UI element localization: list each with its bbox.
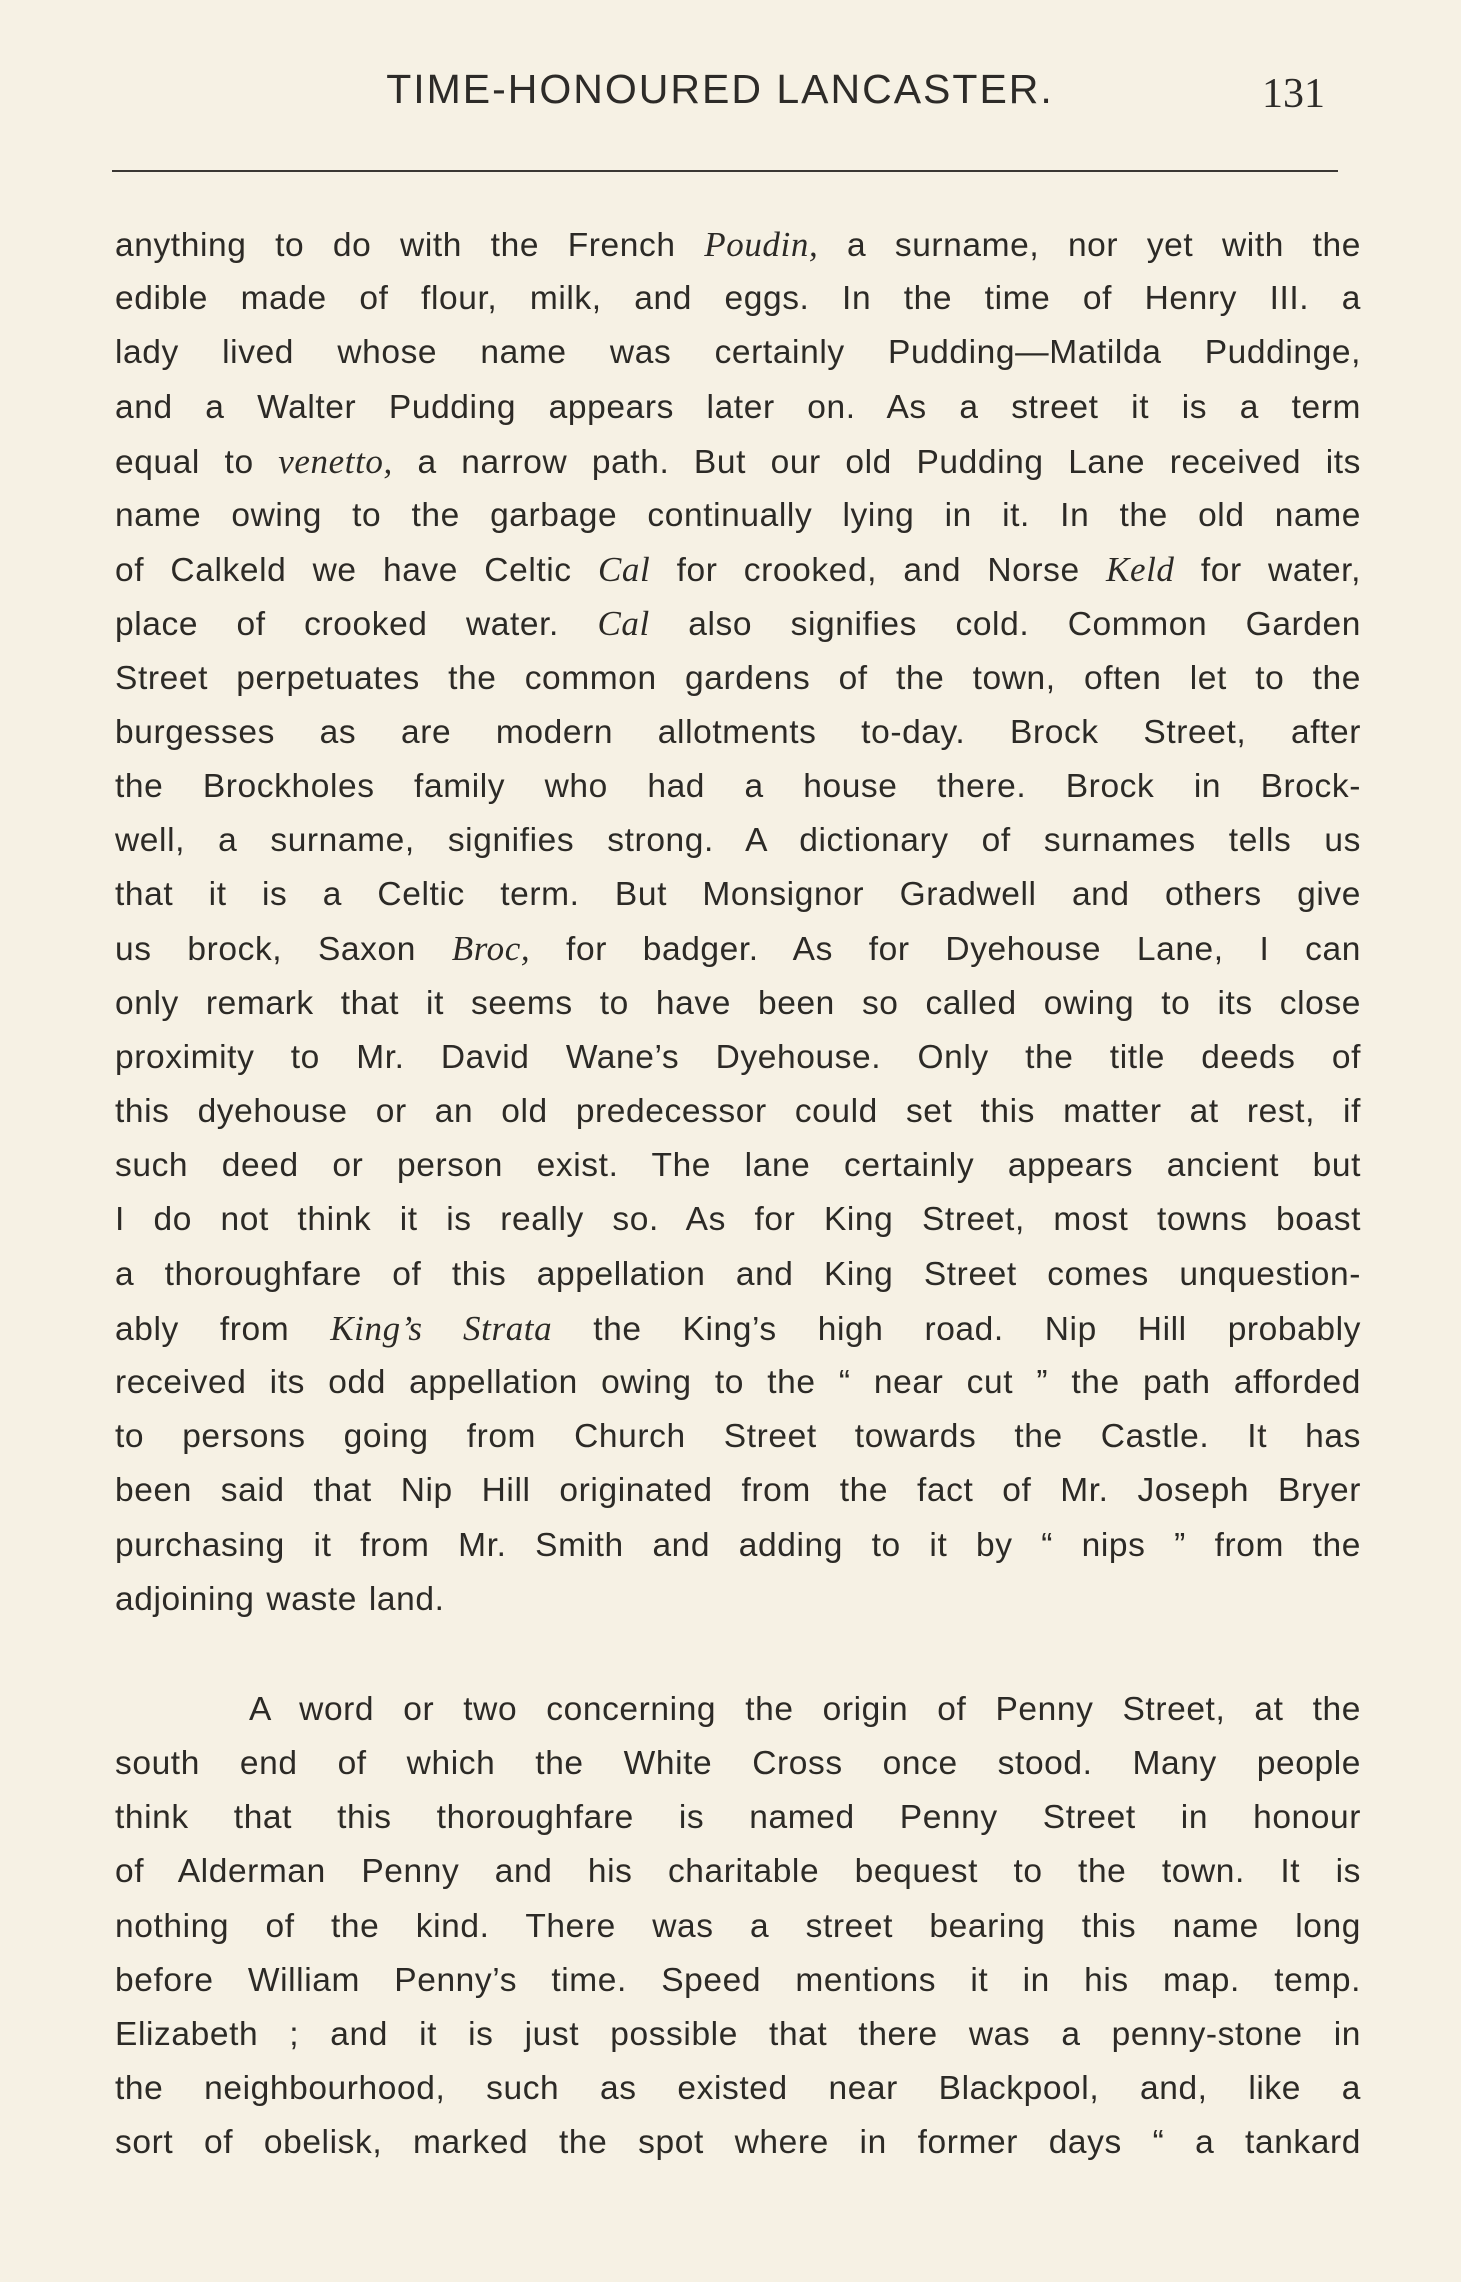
text-line xyxy=(115,1464,1361,1518)
text-segment: the Brockholes family who had a house there. Brock in Brock- xyxy=(115,767,1361,805)
text-segment: Elizabeth ; and it is just possible that there was a penny-stone in xyxy=(115,2016,1361,2053)
text-segment: to persons going from Church Street towards the Castle. It has xyxy=(115,1418,1361,1456)
text-segment: a surname, nor yet with the xyxy=(818,227,1361,264)
text-line xyxy=(115,814,1361,868)
text-line xyxy=(115,706,1361,760)
text-segment: of Alderman Penny and his charitable bequest to the town. It is xyxy=(115,1853,1361,1891)
text-line xyxy=(115,1954,1361,2008)
paragraph xyxy=(115,218,1361,1627)
text-segment: only remark that it seems to have been so called owing to its close xyxy=(115,984,1361,1022)
page-number: 131 xyxy=(1262,71,1325,117)
text-segment: also signifies cold. Common Garden xyxy=(649,606,1361,644)
text-line xyxy=(115,272,1361,326)
text-line xyxy=(115,1193,1361,1247)
text-line xyxy=(115,1737,1361,1791)
running-header xyxy=(0,62,1461,122)
text-segment: a narrow path. But our old Pudding Lane received its xyxy=(392,443,1361,481)
text-segment: for crooked, and Norse xyxy=(650,552,1107,590)
text-line xyxy=(115,489,1361,543)
text-segment: purchasing it from Mr. Smith and adding to it by “ nips ” from the xyxy=(115,1526,1361,1564)
text-segment: such deed or person exist. The lane certainly appears ancient but xyxy=(115,1147,1361,1185)
text-segment: ably from xyxy=(115,1310,331,1348)
text-segment: the neighbourhood, such as existed near Blackpool, and, like a xyxy=(115,2070,1361,2108)
text-segment: the King’s high road. Nip Hill probably xyxy=(552,1310,1361,1348)
text-segment: that it is a Celtic term. But Monsignor Gradwell and others give xyxy=(115,876,1361,914)
text-line xyxy=(115,543,1361,597)
text-segment: name owing to the garbage continually lying in it. In the old name xyxy=(115,496,1361,534)
paragraph-gap xyxy=(115,1627,1361,1683)
text-segment: well, a surname, signifies strong. A dictionary of surnames tells us xyxy=(115,822,1361,860)
text-line xyxy=(115,868,1361,922)
text-segment: Street perpetuates the common gardens of the town, often let to the xyxy=(115,659,1361,697)
text-segment: I do not think it is really so. As for King Street, most towns boast xyxy=(115,1201,1361,1239)
paragraph xyxy=(115,1683,1361,2171)
text-line xyxy=(115,1845,1361,1899)
italic-text: Cal xyxy=(597,604,650,644)
text-segment: south end of which the White Cross once stood. Many people xyxy=(115,1745,1361,1783)
text-segment: equal to xyxy=(115,443,279,481)
text-line xyxy=(115,218,1361,272)
text-line xyxy=(115,1900,1361,1954)
text-segment: of Calkeld we have Celtic xyxy=(115,552,598,590)
text-line xyxy=(115,1356,1361,1410)
text-line xyxy=(115,760,1361,814)
text-segment: anything to do with the French xyxy=(115,227,705,264)
text-line xyxy=(115,1519,1361,1573)
text-segment: for water, xyxy=(1174,552,1362,590)
text-segment: adjoining waste land. xyxy=(115,1580,445,1618)
text-line xyxy=(115,326,1361,380)
text-line xyxy=(115,1573,1361,1627)
text-line xyxy=(115,1791,1361,1845)
text-line xyxy=(115,1248,1361,1302)
running-title: TIME-HONOURED LANCASTER. xyxy=(386,66,1054,112)
text-segment: been said that Nip Hill originated from the fact of Mr. Joseph Bryer xyxy=(115,1472,1361,1510)
text-segment: and a Walter Pudding appears later on. As a street it is a term xyxy=(115,388,1361,426)
text-line xyxy=(115,922,1361,976)
text-line xyxy=(115,597,1361,651)
text-line xyxy=(115,2008,1361,2062)
text-line xyxy=(115,1085,1361,1139)
text-segment: before William Penny’s time. Speed mentions it in his map. temp. xyxy=(115,1961,1361,1999)
text-line xyxy=(115,381,1361,435)
text-segment: for badger. As for Dyehouse Lane, I can xyxy=(530,931,1361,969)
italic-text: Keld xyxy=(1106,550,1175,590)
text-line xyxy=(115,2116,1361,2170)
text-line xyxy=(115,977,1361,1031)
text-line xyxy=(115,1683,1361,1737)
text-line xyxy=(115,652,1361,706)
italic-text: Cal xyxy=(597,550,651,590)
text-line xyxy=(115,1139,1361,1193)
italic-text: King’s Strata xyxy=(330,1308,553,1348)
text-segment: lady lived whose name was certainly Pudding—Matilda Puddinge, xyxy=(115,334,1361,372)
text-segment: nothing of the kind. There was a street bearing this name long xyxy=(115,1907,1361,1945)
text-segment: sort of obelisk, marked the spot where in former days “ a tankard xyxy=(115,2124,1361,2162)
text-segment: place of crooked water. xyxy=(115,606,598,644)
header-rule xyxy=(112,170,1338,172)
text-segment: A word or two concerning the origin of Penny Street, at the xyxy=(249,1690,1361,1728)
text-segment: a thoroughfare of this appellation and King Street comes unquestion- xyxy=(115,1255,1361,1293)
text-segment: received its odd appellation owing to the “ near cut ” the path afforded xyxy=(115,1363,1361,1401)
body-text xyxy=(115,218,1361,2171)
italic-text: Poudin, xyxy=(704,225,819,264)
text-segment: proximity to Mr. David Wane’s Dyehouse. Only the title deeds of xyxy=(115,1038,1361,1076)
text-line xyxy=(115,435,1361,489)
italic-text: Broc, xyxy=(451,929,531,969)
text-segment: edible made of flour, milk, and eggs. In the time of Henry III. a xyxy=(115,280,1361,318)
text-line xyxy=(115,1031,1361,1085)
text-segment: us brock, Saxon xyxy=(115,931,452,969)
text-line xyxy=(115,1302,1361,1356)
text-line xyxy=(115,1410,1361,1464)
text-segment: this dyehouse or an old predecessor could set this matter at rest, if xyxy=(115,1093,1361,1130)
italic-text: venetto, xyxy=(278,441,393,481)
text-segment: burgesses as are modern allotments to-day. Brock Street, after xyxy=(115,713,1361,751)
text-line xyxy=(115,2062,1361,2116)
text-segment: think that this thoroughfare is named Penny Street in honour xyxy=(115,1799,1361,1837)
